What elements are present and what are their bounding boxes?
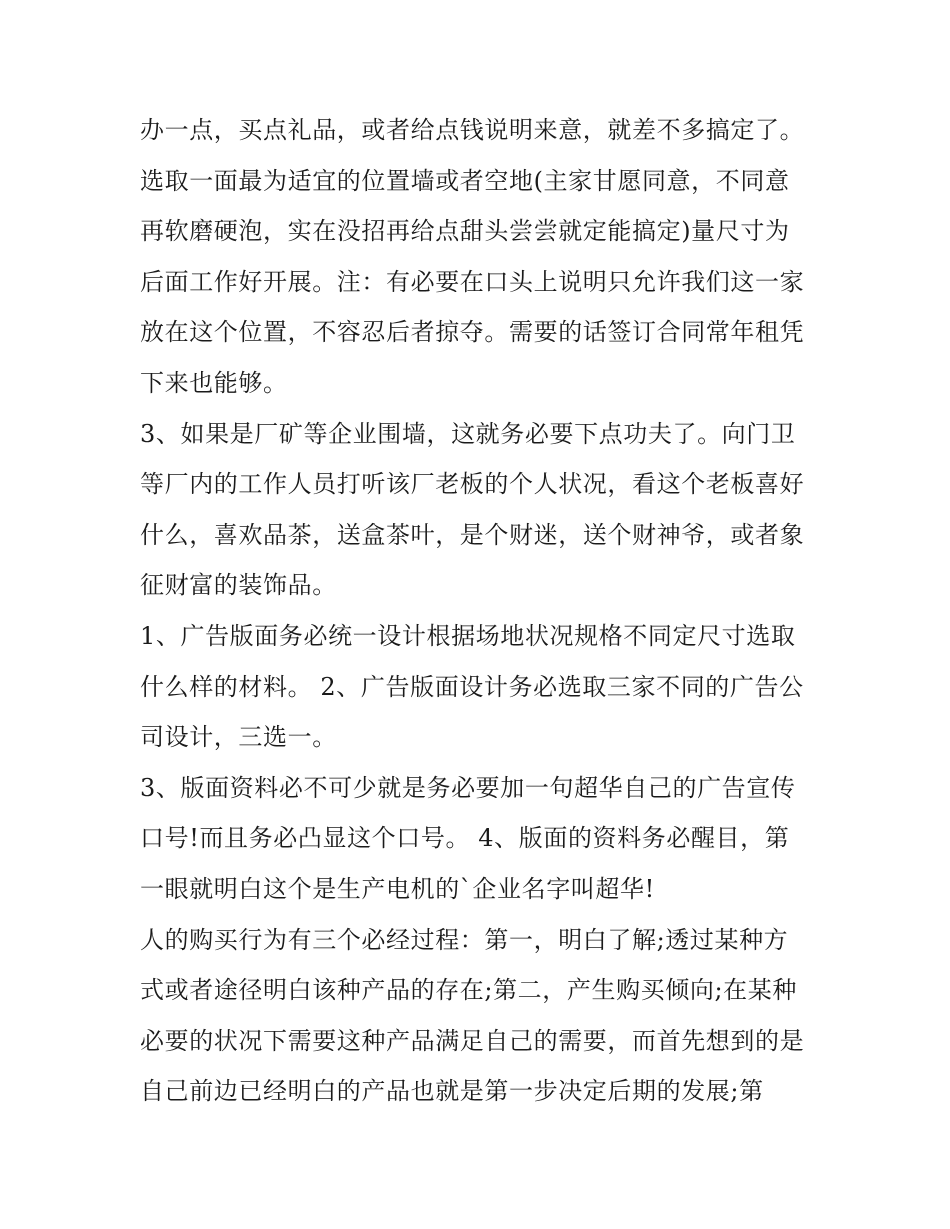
- text-line: 后面工作好开展。注：有必要在口头上说明只允许我们这一家: [140, 267, 805, 296]
- document-body: [140, 105, 820, 1117]
- text-line: 再软磨硬泡，实在没招再给点甜头尝尝就定能搞定)量尺寸为: [140, 217, 790, 246]
- text-line: 等厂内的工作人员打听该厂老板的个人状况，看这个老板喜好: [140, 470, 805, 499]
- text-line: 3、版面资料必不可少就是务必要加一句超华自己的广告宣传: [140, 773, 796, 802]
- text-line: 什么，喜欢品茶，送盒茶叶，是个财迷，送个财神爷，或者象: [140, 520, 805, 549]
- text-line: 式或者途径明白该种产品的存在;第二，产生购买倾向;在某种: [140, 976, 797, 1005]
- text-line: 什么样的材料。 2、广告版面设计务必选取三家不同的广告公: [140, 672, 804, 701]
- text-line: 自己前边已经明白的产品也就是第一步决定后期的发展;第: [140, 1077, 764, 1106]
- text-line: 人的购买行为有三个必经过程：第一，明白了解;透过某种方: [140, 925, 789, 954]
- text-line: 司设计，三选一。: [140, 723, 337, 752]
- text-line: 办一点，买点礼品，或者给点钱说明来意，就差不多搞定了。: [140, 116, 805, 144]
- text-line: 征财富的装饰品。: [140, 571, 337, 600]
- text-line: 放在这个位置，不容忍后者掠夺。需要的话签订合同常年租凭: [140, 318, 805, 347]
- text-line: 一眼就明白这个是生产电机的`企业名字叫超华!: [140, 874, 655, 903]
- text-line: 必要的状况下需要这种产品满足自己的需要，而首先想到的是: [140, 1026, 805, 1055]
- text-line: 下来也能够。: [140, 368, 288, 397]
- text-line: 3、如果是厂矿等企业围墙，这就务必要下点功夫了。向门卫: [140, 419, 796, 448]
- text-line: 选取一面最为适宜的位置墙或者空地(主家甘愿同意，不同意: [140, 166, 790, 195]
- text-line: 1、广告版面务必统一设计根据场地状况规格不同定尺寸选取: [140, 621, 796, 650]
- text-line: 口号!而且务必凸显这个口号。 4、版面的资料务必醒目，第: [140, 824, 790, 853]
